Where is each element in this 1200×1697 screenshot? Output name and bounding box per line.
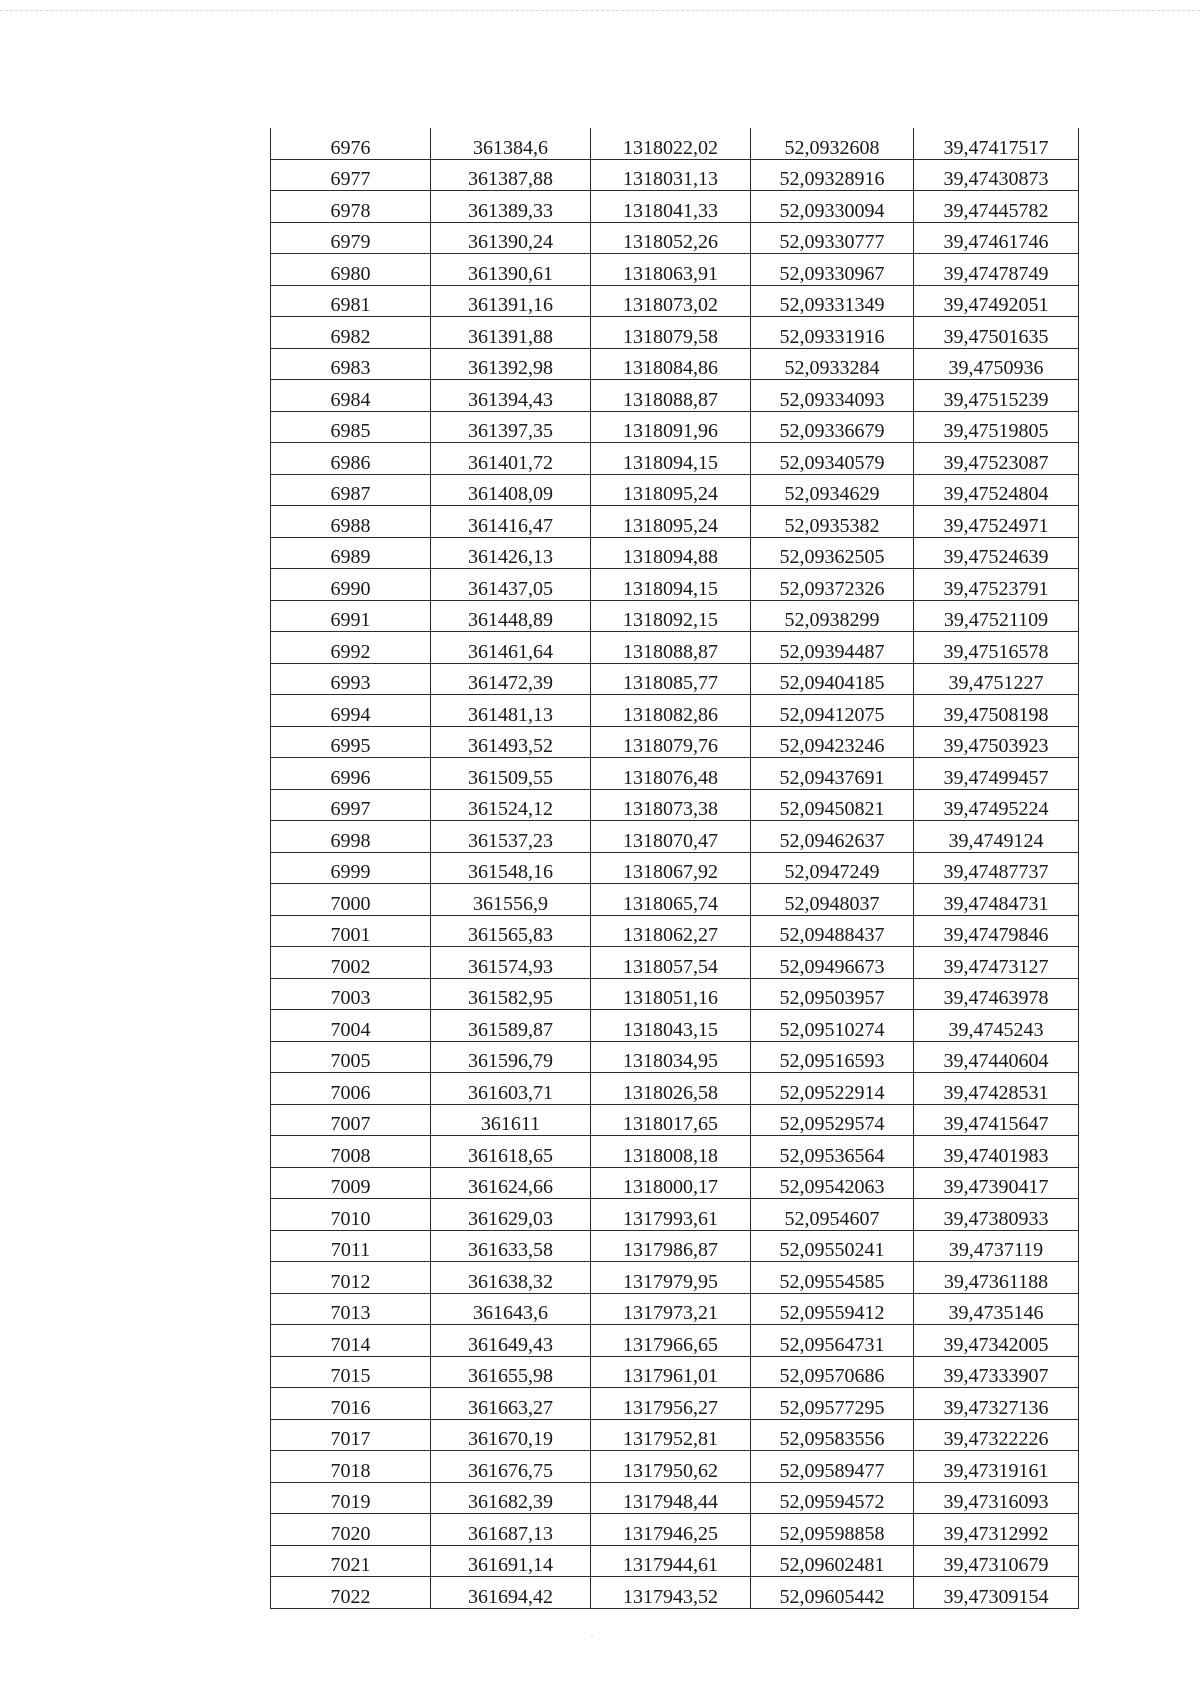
- x-coordinate-cell: 361426,13: [431, 537, 591, 569]
- longitude-cell: 39,47445782: [914, 191, 1079, 223]
- y-coordinate-cell: 1318079,58: [591, 317, 751, 349]
- longitude-cell: 39,47333907: [914, 1356, 1079, 1388]
- latitude-cell: 52,09594572: [751, 1482, 914, 1514]
- longitude-cell: 39,47519805: [914, 411, 1079, 443]
- point-number-cell: 6983: [271, 348, 431, 380]
- longitude-cell: 39,47492051: [914, 285, 1079, 317]
- x-coordinate-cell: 361384,6: [431, 128, 591, 159]
- y-coordinate-cell: 1318094,15: [591, 443, 751, 475]
- table-row: [271, 159, 1079, 191]
- latitude-cell: 52,09340579: [751, 443, 914, 475]
- x-coordinate-cell: 361416,47: [431, 506, 591, 538]
- table-row: [271, 1262, 1079, 1294]
- y-coordinate-cell: 1318084,86: [591, 348, 751, 380]
- x-coordinate-cell: 361556,9: [431, 884, 591, 916]
- y-coordinate-cell: 1318095,24: [591, 506, 751, 538]
- point-number-cell: 7002: [271, 947, 431, 979]
- latitude-cell: 52,0932608: [751, 128, 914, 159]
- point-number-cell: 7006: [271, 1073, 431, 1105]
- y-coordinate-cell: 1317973,21: [591, 1293, 751, 1325]
- table-row: [271, 128, 1079, 159]
- latitude-cell: 52,0948037: [751, 884, 914, 916]
- point-number-cell: 7022: [271, 1577, 431, 1609]
- longitude-cell: 39,47390417: [914, 1167, 1079, 1199]
- x-coordinate-cell: 361618,65: [431, 1136, 591, 1168]
- x-coordinate-cell: 361624,66: [431, 1167, 591, 1199]
- table-row: [271, 1419, 1079, 1451]
- table-row: [271, 1073, 1079, 1105]
- longitude-cell: 39,47415647: [914, 1104, 1079, 1136]
- y-coordinate-cell: 1318079,76: [591, 726, 751, 758]
- point-number-cell: 7009: [271, 1167, 431, 1199]
- latitude-cell: 52,09488437: [751, 915, 914, 947]
- table-row: [271, 663, 1079, 695]
- x-coordinate-cell: 361397,35: [431, 411, 591, 443]
- table-row: [271, 1451, 1079, 1483]
- table-row: [271, 1104, 1079, 1136]
- longitude-cell: 39,47319161: [914, 1451, 1079, 1483]
- table-row: [271, 1199, 1079, 1231]
- latitude-cell: 52,09570686: [751, 1356, 914, 1388]
- latitude-cell: 52,0934629: [751, 474, 914, 506]
- point-number-cell: 7018: [271, 1451, 431, 1483]
- point-number-cell: 7013: [271, 1293, 431, 1325]
- x-coordinate-cell: 361663,27: [431, 1388, 591, 1420]
- y-coordinate-cell: 1318067,92: [591, 852, 751, 884]
- y-coordinate-cell: 1317943,52: [591, 1577, 751, 1609]
- longitude-cell: 39,47521109: [914, 600, 1079, 632]
- x-coordinate-cell: 361596,79: [431, 1041, 591, 1073]
- latitude-cell: 52,0935382: [751, 506, 914, 538]
- latitude-cell: 52,09336679: [751, 411, 914, 443]
- longitude-cell: 39,47499457: [914, 758, 1079, 790]
- point-number-cell: 6991: [271, 600, 431, 632]
- longitude-cell: 39,47501635: [914, 317, 1079, 349]
- latitude-cell: 52,09605442: [751, 1577, 914, 1609]
- latitude-cell: 52,09334093: [751, 380, 914, 412]
- longitude-cell: 39,47523791: [914, 569, 1079, 601]
- y-coordinate-cell: 1317944,61: [591, 1545, 751, 1577]
- table-row: [271, 443, 1079, 475]
- point-number-cell: 6988: [271, 506, 431, 538]
- x-coordinate-cell: 361509,55: [431, 758, 591, 790]
- longitude-cell: 39,4750936: [914, 348, 1079, 380]
- y-coordinate-cell: 1317979,95: [591, 1262, 751, 1294]
- latitude-cell: 52,0947249: [751, 852, 914, 884]
- table-row: [271, 695, 1079, 727]
- scan-edge-line: [0, 10, 1200, 11]
- point-number-cell: 6996: [271, 758, 431, 790]
- longitude-cell: 39,47495224: [914, 789, 1079, 821]
- latitude-cell: 52,09583556: [751, 1419, 914, 1451]
- longitude-cell: 39,47417517: [914, 128, 1079, 159]
- y-coordinate-cell: 1318092,15: [591, 600, 751, 632]
- y-coordinate-cell: 1317986,87: [591, 1230, 751, 1262]
- table-row: [271, 348, 1079, 380]
- x-coordinate-cell: 361481,13: [431, 695, 591, 727]
- table-row: [271, 1356, 1079, 1388]
- table-row: [271, 600, 1079, 632]
- y-coordinate-cell: 1318052,26: [591, 222, 751, 254]
- table-row: [271, 1293, 1079, 1325]
- point-number-cell: 7014: [271, 1325, 431, 1357]
- longitude-cell: 39,47478749: [914, 254, 1079, 286]
- table-row: [271, 1010, 1079, 1042]
- x-coordinate-cell: 361603,71: [431, 1073, 591, 1105]
- longitude-cell: 39,47484731: [914, 884, 1079, 916]
- point-number-cell: 6997: [271, 789, 431, 821]
- y-coordinate-cell: 1317952,81: [591, 1419, 751, 1451]
- coordinates-table-body: [271, 128, 1079, 1608]
- longitude-cell: 39,47524804: [914, 474, 1079, 506]
- longitude-cell: 39,47473127: [914, 947, 1079, 979]
- longitude-cell: 39,47463978: [914, 978, 1079, 1010]
- table-row: [271, 884, 1079, 916]
- point-number-cell: 6976: [271, 128, 431, 159]
- y-coordinate-cell: 1317956,27: [591, 1388, 751, 1420]
- table-row: [271, 1577, 1079, 1609]
- y-coordinate-cell: 1318057,54: [591, 947, 751, 979]
- longitude-cell: 39,47380933: [914, 1199, 1079, 1231]
- latitude-cell: 52,09542063: [751, 1167, 914, 1199]
- latitude-cell: 52,09602481: [751, 1545, 914, 1577]
- x-coordinate-cell: 361392,98: [431, 348, 591, 380]
- table-row: [271, 222, 1079, 254]
- x-coordinate-cell: 361565,83: [431, 915, 591, 947]
- x-coordinate-cell: 361390,24: [431, 222, 591, 254]
- point-number-cell: 7003: [271, 978, 431, 1010]
- latitude-cell: 52,09577295: [751, 1388, 914, 1420]
- table-row: [271, 758, 1079, 790]
- latitude-cell: 52,09503957: [751, 978, 914, 1010]
- table-row: [271, 506, 1079, 538]
- latitude-cell: 52,09372326: [751, 569, 914, 601]
- point-number-cell: 6998: [271, 821, 431, 853]
- longitude-cell: 39,47461746: [914, 222, 1079, 254]
- x-coordinate-cell: 361394,43: [431, 380, 591, 412]
- latitude-cell: 52,0954607: [751, 1199, 914, 1231]
- y-coordinate-cell: 1318088,87: [591, 632, 751, 664]
- table-row: [271, 915, 1079, 947]
- x-coordinate-cell: 361655,98: [431, 1356, 591, 1388]
- table-row: [271, 978, 1079, 1010]
- point-number-cell: 6982: [271, 317, 431, 349]
- latitude-cell: 52,09536564: [751, 1136, 914, 1168]
- point-number-cell: 6992: [271, 632, 431, 664]
- x-coordinate-cell: 361548,16: [431, 852, 591, 884]
- x-coordinate-cell: 361582,95: [431, 978, 591, 1010]
- x-coordinate-cell: 361682,39: [431, 1482, 591, 1514]
- point-number-cell: 6979: [271, 222, 431, 254]
- x-coordinate-cell: 361524,12: [431, 789, 591, 821]
- y-coordinate-cell: 1317961,01: [591, 1356, 751, 1388]
- table-row: [271, 1545, 1079, 1577]
- longitude-cell: 39,4749124: [914, 821, 1079, 853]
- longitude-cell: 39,4751227: [914, 663, 1079, 695]
- y-coordinate-cell: 1317946,25: [591, 1514, 751, 1546]
- longitude-cell: 39,47523087: [914, 443, 1079, 475]
- longitude-cell: 39,47342005: [914, 1325, 1079, 1357]
- longitude-cell: 39,47309154: [914, 1577, 1079, 1609]
- point-number-cell: 6978: [271, 191, 431, 223]
- longitude-cell: 39,47316093: [914, 1482, 1079, 1514]
- point-number-cell: 7020: [271, 1514, 431, 1546]
- point-number-cell: 7017: [271, 1419, 431, 1451]
- y-coordinate-cell: 1318094,88: [591, 537, 751, 569]
- x-coordinate-cell: 361537,23: [431, 821, 591, 853]
- x-coordinate-cell: 361611: [431, 1104, 591, 1136]
- x-coordinate-cell: 361437,05: [431, 569, 591, 601]
- y-coordinate-cell: 1318022,02: [591, 128, 751, 159]
- y-coordinate-cell: 1318051,16: [591, 978, 751, 1010]
- table-row: [271, 537, 1079, 569]
- x-coordinate-cell: 361694,42: [431, 1577, 591, 1609]
- y-coordinate-cell: 1318070,47: [591, 821, 751, 853]
- x-coordinate-cell: 361472,39: [431, 663, 591, 695]
- table-row: [271, 726, 1079, 758]
- longitude-cell: 39,47508198: [914, 695, 1079, 727]
- point-number-cell: 7021: [271, 1545, 431, 1577]
- longitude-cell: 39,47487737: [914, 852, 1079, 884]
- point-number-cell: 6981: [271, 285, 431, 317]
- y-coordinate-cell: 1318000,17: [591, 1167, 751, 1199]
- x-coordinate-cell: 361643,6: [431, 1293, 591, 1325]
- longitude-cell: 39,47361188: [914, 1262, 1079, 1294]
- x-coordinate-cell: 361574,93: [431, 947, 591, 979]
- latitude-cell: 52,09328916: [751, 159, 914, 191]
- table-row: [271, 821, 1079, 853]
- x-coordinate-cell: 361633,58: [431, 1230, 591, 1262]
- y-coordinate-cell: 1318073,02: [591, 285, 751, 317]
- point-number-cell: 7005: [271, 1041, 431, 1073]
- latitude-cell: 52,09330777: [751, 222, 914, 254]
- table-row: [271, 474, 1079, 506]
- table-row: [271, 1230, 1079, 1262]
- x-coordinate-cell: 361408,09: [431, 474, 591, 506]
- x-coordinate-cell: 361629,03: [431, 1199, 591, 1231]
- coordinates-table-container: [270, 128, 1078, 1609]
- point-number-cell: 7019: [271, 1482, 431, 1514]
- longitude-cell: 39,47524639: [914, 537, 1079, 569]
- latitude-cell: 52,09331349: [751, 285, 914, 317]
- table-row: [271, 1041, 1079, 1073]
- point-number-cell: 6994: [271, 695, 431, 727]
- point-number-cell: 6980: [271, 254, 431, 286]
- y-coordinate-cell: 1318031,13: [591, 159, 751, 191]
- latitude-cell: 52,09450821: [751, 789, 914, 821]
- y-coordinate-cell: 1318088,87: [591, 380, 751, 412]
- y-coordinate-cell: 1318063,91: [591, 254, 751, 286]
- table-row: [271, 1514, 1079, 1546]
- latitude-cell: 52,09510274: [751, 1010, 914, 1042]
- y-coordinate-cell: 1318085,77: [591, 663, 751, 695]
- latitude-cell: 52,09362505: [751, 537, 914, 569]
- latitude-cell: 52,09550241: [751, 1230, 914, 1262]
- y-coordinate-cell: 1318095,24: [591, 474, 751, 506]
- table-row: [271, 1136, 1079, 1168]
- table-row: [271, 1325, 1079, 1357]
- point-number-cell: 6977: [271, 159, 431, 191]
- point-number-cell: 7012: [271, 1262, 431, 1294]
- scan-speck: ·: [590, 1628, 594, 1642]
- table-row: [271, 317, 1079, 349]
- point-number-cell: 7010: [271, 1199, 431, 1231]
- table-row: [271, 569, 1079, 601]
- latitude-cell: 52,09462637: [751, 821, 914, 853]
- point-number-cell: 6995: [271, 726, 431, 758]
- y-coordinate-cell: 1318076,48: [591, 758, 751, 790]
- longitude-cell: 39,47327136: [914, 1388, 1079, 1420]
- longitude-cell: 39,47428531: [914, 1073, 1079, 1105]
- latitude-cell: 52,09564731: [751, 1325, 914, 1357]
- y-coordinate-cell: 1318091,96: [591, 411, 751, 443]
- table-row: [271, 789, 1079, 821]
- latitude-cell: 52,0933284: [751, 348, 914, 380]
- point-number-cell: 7011: [271, 1230, 431, 1262]
- latitude-cell: 52,09522914: [751, 1073, 914, 1105]
- table-row: [271, 411, 1079, 443]
- latitude-cell: 52,09394487: [751, 632, 914, 664]
- table-row: [271, 1167, 1079, 1199]
- table-row: [271, 632, 1079, 664]
- x-coordinate-cell: 361401,72: [431, 443, 591, 475]
- latitude-cell: 52,09330967: [751, 254, 914, 286]
- y-coordinate-cell: 1317993,61: [591, 1199, 751, 1231]
- longitude-cell: 39,47515239: [914, 380, 1079, 412]
- point-number-cell: 6985: [271, 411, 431, 443]
- longitude-cell: 39,47516578: [914, 632, 1079, 664]
- y-coordinate-cell: 1318043,15: [591, 1010, 751, 1042]
- x-coordinate-cell: 361589,87: [431, 1010, 591, 1042]
- latitude-cell: 52,09437691: [751, 758, 914, 790]
- table-row: [271, 191, 1079, 223]
- y-coordinate-cell: 1318034,95: [591, 1041, 751, 1073]
- point-number-cell: 6993: [271, 663, 431, 695]
- point-number-cell: 7015: [271, 1356, 431, 1388]
- y-coordinate-cell: 1317948,44: [591, 1482, 751, 1514]
- point-number-cell: 6990: [271, 569, 431, 601]
- y-coordinate-cell: 1318082,86: [591, 695, 751, 727]
- longitude-cell: 39,47440604: [914, 1041, 1079, 1073]
- x-coordinate-cell: 361387,88: [431, 159, 591, 191]
- point-number-cell: 6987: [271, 474, 431, 506]
- y-coordinate-cell: 1318041,33: [591, 191, 751, 223]
- latitude-cell: 52,09598858: [751, 1514, 914, 1546]
- longitude-cell: 39,47430873: [914, 159, 1079, 191]
- latitude-cell: 52,0938299: [751, 600, 914, 632]
- latitude-cell: 52,09330094: [751, 191, 914, 223]
- point-number-cell: 7016: [271, 1388, 431, 1420]
- latitude-cell: 52,09404185: [751, 663, 914, 695]
- y-coordinate-cell: 1318094,15: [591, 569, 751, 601]
- y-coordinate-cell: 1318026,58: [591, 1073, 751, 1105]
- table-row: [271, 380, 1079, 412]
- latitude-cell: 52,09589477: [751, 1451, 914, 1483]
- latitude-cell: 52,09529574: [751, 1104, 914, 1136]
- x-coordinate-cell: 361448,89: [431, 600, 591, 632]
- coordinates-table: [270, 128, 1079, 1609]
- latitude-cell: 52,09412075: [751, 695, 914, 727]
- point-number-cell: 7007: [271, 1104, 431, 1136]
- latitude-cell: 52,09496673: [751, 947, 914, 979]
- x-coordinate-cell: 361676,75: [431, 1451, 591, 1483]
- y-coordinate-cell: 1318062,27: [591, 915, 751, 947]
- point-number-cell: 6986: [271, 443, 431, 475]
- x-coordinate-cell: 361390,61: [431, 254, 591, 286]
- longitude-cell: 39,4735146: [914, 1293, 1079, 1325]
- longitude-cell: 39,47310679: [914, 1545, 1079, 1577]
- table-row: [271, 1482, 1079, 1514]
- x-coordinate-cell: 361691,14: [431, 1545, 591, 1577]
- longitude-cell: 39,47524971: [914, 506, 1079, 538]
- latitude-cell: 52,09554585: [751, 1262, 914, 1294]
- longitude-cell: 39,47312992: [914, 1514, 1079, 1546]
- x-coordinate-cell: 361493,52: [431, 726, 591, 758]
- y-coordinate-cell: 1317966,65: [591, 1325, 751, 1357]
- table-row: [271, 254, 1079, 286]
- x-coordinate-cell: 361649,43: [431, 1325, 591, 1357]
- longitude-cell: 39,4737119: [914, 1230, 1079, 1262]
- x-coordinate-cell: 361638,32: [431, 1262, 591, 1294]
- y-coordinate-cell: 1318017,65: [591, 1104, 751, 1136]
- y-coordinate-cell: 1318073,38: [591, 789, 751, 821]
- y-coordinate-cell: 1317950,62: [591, 1451, 751, 1483]
- table-row: [271, 285, 1079, 317]
- longitude-cell: 39,47322226: [914, 1419, 1079, 1451]
- longitude-cell: 39,47401983: [914, 1136, 1079, 1168]
- point-number-cell: 7001: [271, 915, 431, 947]
- y-coordinate-cell: 1318065,74: [591, 884, 751, 916]
- latitude-cell: 52,09516593: [751, 1041, 914, 1073]
- longitude-cell: 39,47479846: [914, 915, 1079, 947]
- x-coordinate-cell: 361391,88: [431, 317, 591, 349]
- longitude-cell: 39,47503923: [914, 726, 1079, 758]
- point-number-cell: 7004: [271, 1010, 431, 1042]
- x-coordinate-cell: 361461,64: [431, 632, 591, 664]
- table-row: [271, 852, 1079, 884]
- point-number-cell: 6999: [271, 852, 431, 884]
- latitude-cell: 52,09331916: [751, 317, 914, 349]
- y-coordinate-cell: 1318008,18: [591, 1136, 751, 1168]
- point-number-cell: 6989: [271, 537, 431, 569]
- table-row: [271, 1388, 1079, 1420]
- point-number-cell: 7000: [271, 884, 431, 916]
- table-row: [271, 947, 1079, 979]
- x-coordinate-cell: 361389,33: [431, 191, 591, 223]
- longitude-cell: 39,4745243: [914, 1010, 1079, 1042]
- latitude-cell: 52,09559412: [751, 1293, 914, 1325]
- point-number-cell: 7008: [271, 1136, 431, 1168]
- x-coordinate-cell: 361670,19: [431, 1419, 591, 1451]
- latitude-cell: 52,09423246: [751, 726, 914, 758]
- x-coordinate-cell: 361391,16: [431, 285, 591, 317]
- x-coordinate-cell: 361687,13: [431, 1514, 591, 1546]
- point-number-cell: 6984: [271, 380, 431, 412]
